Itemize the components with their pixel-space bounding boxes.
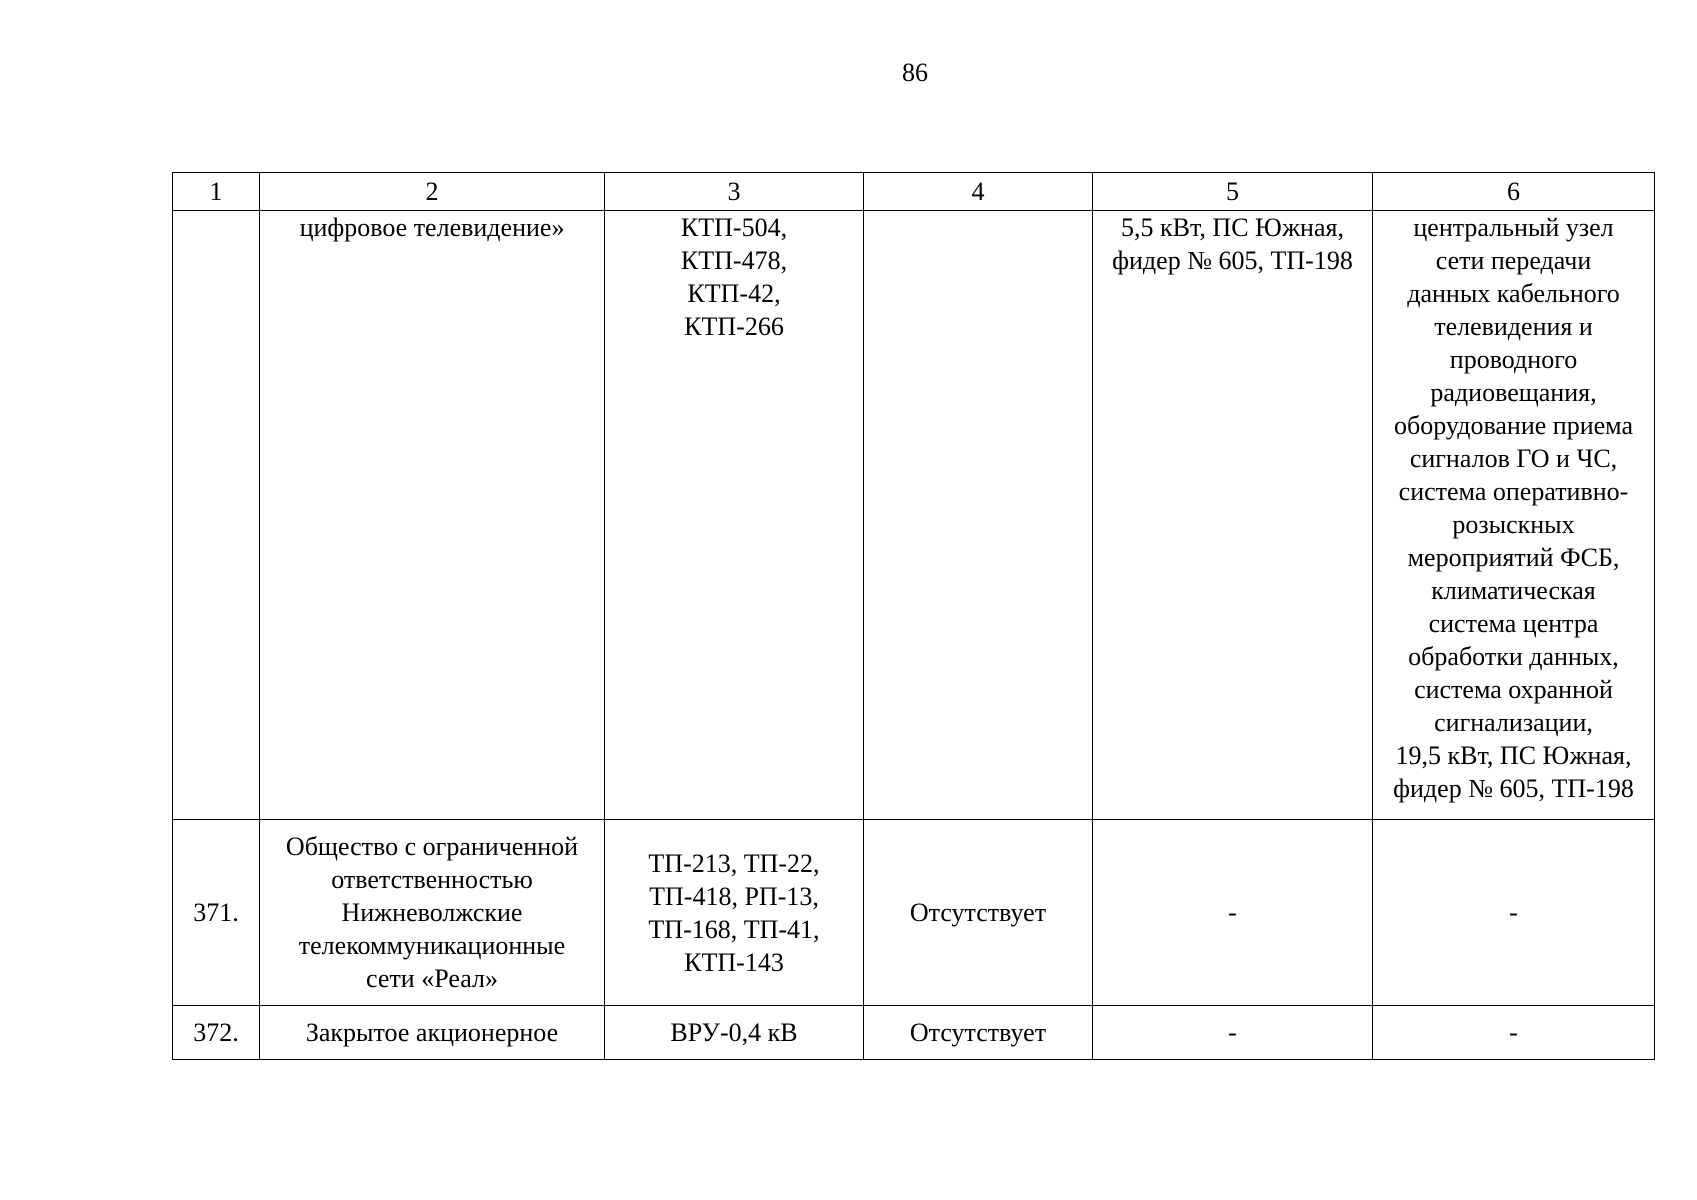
cell-substations: КТП-504, КТП-478, КТП-42, КТП-266 bbox=[605, 211, 864, 820]
table-row bbox=[173, 1006, 1655, 1060]
header-cell: 5 bbox=[1093, 173, 1373, 211]
cell-organization: Общество с ограниченной ответственностью Нижневолжские телекоммуникационные сети «Реал» bbox=[260, 820, 605, 1006]
page-number: 86 bbox=[902, 58, 928, 87]
cell-organization: Закрытое акционерное bbox=[260, 1006, 605, 1060]
table-header-row bbox=[173, 173, 1655, 211]
cell-power-source: 5,5 кВт, ПС Южная, фидер № 605, ТП-198 bbox=[1093, 211, 1373, 820]
header-cell: 2 bbox=[260, 173, 605, 211]
cell-equipment: центральный узел сети передачи данных кабельного телевидения и проводного радиовещания, оборудование приема сигналов ГО и ЧС, система оперативно- розыскных мероприятий ФСБ, климатическая система центра обработки данных, система охранной сигнализации, 19,5 кВт, ПС Южная, фидер № 605, ТП-198 bbox=[1373, 211, 1655, 820]
header-cell: 1 bbox=[173, 173, 260, 211]
cell-col4: Отсутствует bbox=[864, 1006, 1093, 1060]
cell-power-source: - bbox=[1093, 1006, 1373, 1060]
cell-col4 bbox=[864, 211, 1093, 820]
cell-power-source: - bbox=[1093, 820, 1373, 1006]
cell-number bbox=[173, 211, 260, 820]
cell-number: 371. bbox=[173, 820, 260, 1006]
cell-col4: Отсутствует bbox=[864, 820, 1093, 1006]
table-row bbox=[173, 211, 1655, 820]
cell-substations: ТП-213, ТП-22, ТП-418, РП-13, ТП-168, ТП-41, КТП-143 bbox=[605, 820, 864, 1006]
cell-number: 372. bbox=[173, 1006, 260, 1060]
header-cell: 3 bbox=[605, 173, 864, 211]
header-cell: 6 bbox=[1373, 173, 1655, 211]
cell-substations: ВРУ-0,4 кВ bbox=[605, 1006, 864, 1060]
cell-organization: цифровое телевидение» bbox=[260, 211, 605, 820]
data-table bbox=[172, 172, 1655, 1060]
cell-equipment: - bbox=[1373, 1006, 1655, 1060]
table-row bbox=[173, 820, 1655, 1006]
header-cell: 4 bbox=[864, 173, 1093, 211]
cell-equipment: - bbox=[1373, 820, 1655, 1006]
